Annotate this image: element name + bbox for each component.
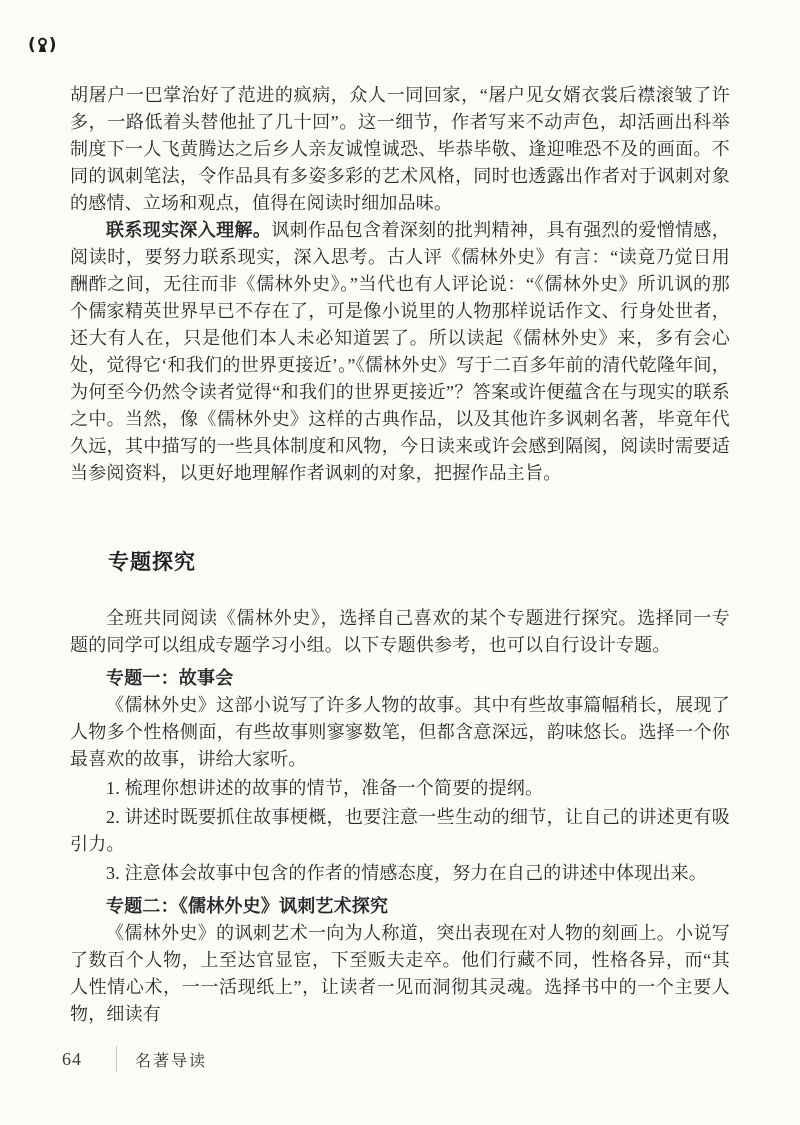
icon-paren-left: ( [28, 35, 36, 55]
icon-paren-right: ) [48, 35, 57, 55]
paragraph-topic1-description: 《儒林外史》这部小说写了许多人物的故事。其中有些故事篇幅稍长，展现了人物多个性格侧面，有些故事则寥寥数笔，但都含意深远，韵味悠长。选择一个你最喜欢的故事，讲给大家听。 [70, 695, 730, 769]
keyhole-icon [28, 37, 57, 54]
paragraph-lead-in: 联系现实深入理解。 [106, 220, 272, 240]
paragraph-reality-connection [70, 217, 730, 487]
subheading-topic2: 专题二：《儒林外史》讽刺艺术探究 [106, 896, 389, 916]
footer-divider [116, 1046, 117, 1072]
page-body [70, 82, 730, 1028]
paragraph-satire-detail: 胡屠户一巴掌治好了范进的疯病，众人一同回家，“屠户见女婿衣裳后襟滚皱了许多，一路低着头替他扯了几十回”。这一细节，作者写来不动声色，却活画出科举制度下一人飞黄腾达之后乡人亲友诚惶诚恐、毕恭毕敬、逢迎唯恐不及的画面。不同的讽刺笔法，令作品具有多姿多彩的艺术风格，同时也透露出作者对于讽刺对象的感情、立场和观点，值得在阅读时细加品味。 [70, 85, 730, 213]
footer-section-label: 名著导读 [135, 1052, 208, 1070]
list-item-2: 2. 讲述时既要抓住故事梗概，也要注意一些生动的细节，让自己的讲述更有吸引力。 [70, 807, 730, 854]
list-item-3: 3. 注意体会故事中包含的作者的情感态度，努力在自己的讲述中体现出来。 [106, 863, 707, 883]
page-number: 64 [62, 1048, 82, 1069]
keyhole-glyph [36, 37, 49, 54]
paragraph-lead-body: 讽刺作品包含着深刻的批判精神，具有强烈的爱憎情感，阅读时，要努力联系现实，深入思考。古人评《儒林外史》有言：“读竟乃觉日用酬酢之间，无往而非《儒林外史》。”当代也有人评论说：“《儒林外史》所讥讽的那个儒家精英世界早已不存在了，可是像小说里的人物那样说话作文、行身处世者，还大有人在，只是他们本人未必知道罢了。所以读起《儒林外史》来，多有会心处，觉得它‘和我们的世界更接近’。”《儒林外史》写于二百多年前的清代乾隆年间，为何至今仍然令读者觉得“和我们的世界更接近”？答案或许便蕴含在与现实的联系之中。当然，像《儒林外史》这样的古典作品，以及其他许多讽刺名著，毕竟年代久远，其中描写的一些具体制度和风物，今日读来或许会感到隔阂，阅读时需要适当参阅资料，以更好地理解作者讽刺的对象，把握作品主旨。 [70, 220, 730, 483]
page-footer [62, 1046, 207, 1072]
list-item-1: 1. 梳理你想讲述的故事的情节，准备一个简要的提纲。 [106, 778, 544, 798]
subheading-topic1: 专题一：故事会 [106, 668, 234, 688]
section-heading-topic-exploration: 专题探究 [108, 550, 196, 574]
paragraph-topic-intro: 全班共同阅读《儒林外史》，选择自己喜欢的某个专题进行探究。选择同一专题的同学可以组成专题学习小组。以下专题供参考，也可以自行设计专题。 [70, 608, 730, 655]
paragraph-topic2-description: 《儒林外史》的讽刺艺术一向为人称道，突出表现在对人物的刻画上。小说写了数百个人物，上至达官显宦，下至贩夫走卒。他们行藏不同，性格各异，而“其人性情心术，一一活现纸上”，让读者一见而洞彻其灵魂。选择书中的一个主要人物，细读有 [70, 923, 730, 1024]
